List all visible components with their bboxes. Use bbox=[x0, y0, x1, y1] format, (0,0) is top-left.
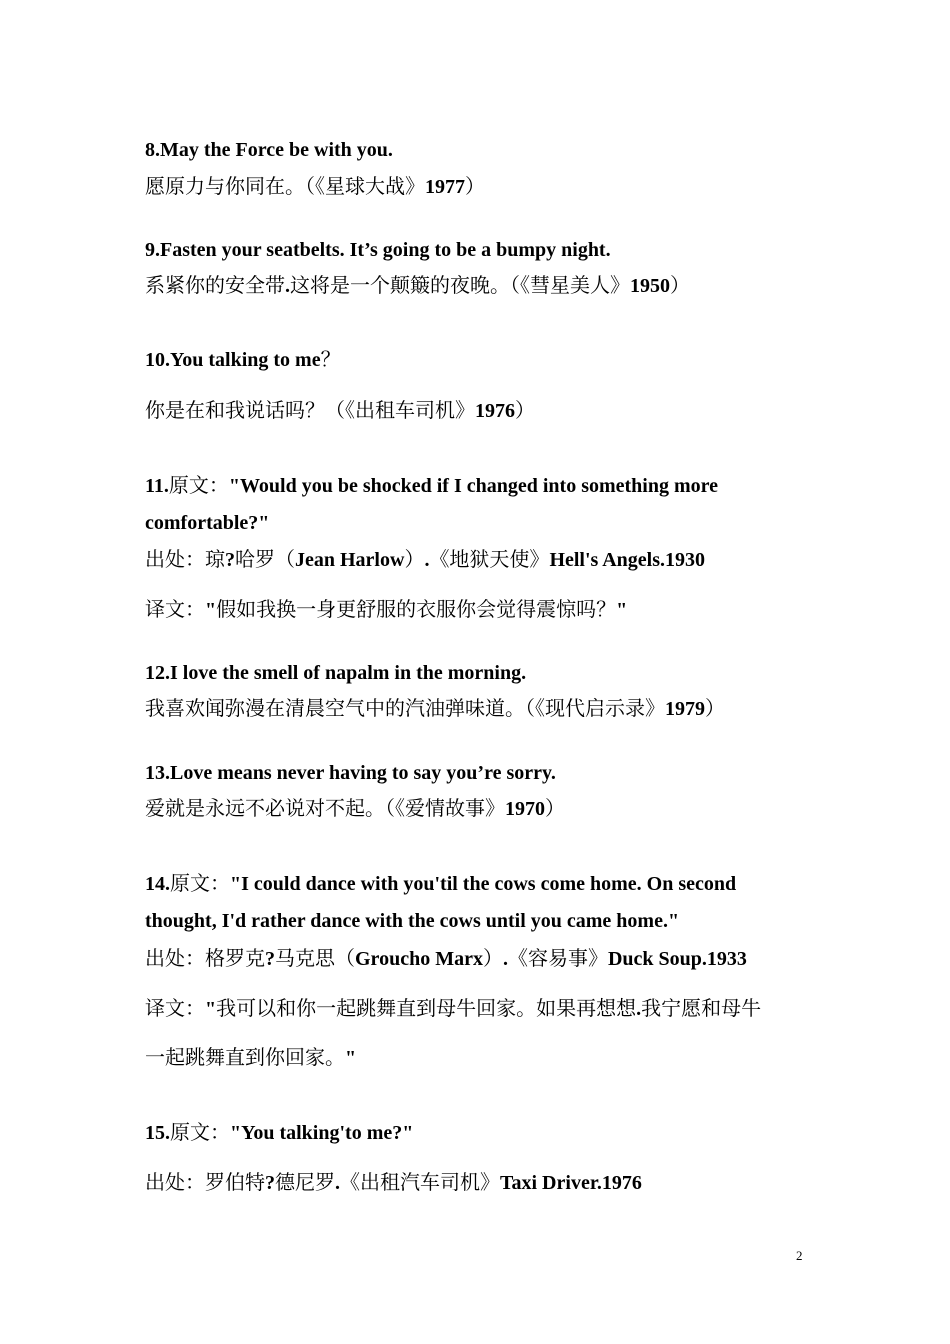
entry-14-translation-line-2 bbox=[145, 1045, 356, 1071]
text-run: . bbox=[502, 948, 508, 970]
text-run: 出处：罗伯特 bbox=[145, 1172, 265, 1194]
text-run: Hell's Angels.1930 bbox=[549, 549, 706, 571]
text-run: 1976 bbox=[475, 400, 515, 422]
entry-8-translation bbox=[145, 174, 485, 200]
entry-11-original-line-2: comfortable?" bbox=[145, 512, 270, 534]
text-run: . bbox=[424, 549, 430, 571]
entry-15-source bbox=[145, 1170, 642, 1196]
entry-14-source bbox=[145, 946, 747, 972]
entry-10-title bbox=[145, 347, 341, 373]
text-run: 1979 bbox=[665, 698, 705, 720]
text-run: 爱就是永远不必说对不起。（《爱情故事》 bbox=[145, 798, 505, 820]
text-run: 哈罗（ bbox=[235, 549, 295, 571]
text-run: 1977 bbox=[425, 176, 465, 198]
text-run: 马克思（ bbox=[275, 948, 355, 970]
text-run: ？ bbox=[320, 349, 341, 371]
entry-14-translation-line-1 bbox=[145, 996, 761, 1022]
text-run: 我宁愿和母牛 bbox=[641, 998, 762, 1020]
entry-9-translation bbox=[145, 273, 690, 299]
text-run: 系紧你的安全带 bbox=[145, 275, 285, 297]
text-run: "You talking'to me?" bbox=[230, 1122, 414, 1144]
text-run: ） bbox=[482, 948, 503, 970]
text-run: ） bbox=[670, 275, 690, 297]
text-run: . bbox=[335, 1172, 340, 1194]
entry-11-source bbox=[145, 547, 705, 573]
text-run: ） bbox=[515, 400, 535, 422]
entry-13-title: 13.Love means never having to say you’re sorry. bbox=[145, 762, 556, 784]
text-run: ? bbox=[265, 1172, 275, 1194]
text-run: "Would you be shocked if I changed into something more bbox=[228, 475, 719, 497]
text-run: Taxi Driver.1976 bbox=[500, 1172, 642, 1194]
text-run: . bbox=[636, 998, 642, 1020]
text-run: "I could dance with you'til the cows come home. On second bbox=[230, 873, 737, 895]
text-run: 15. bbox=[145, 1122, 170, 1144]
text-run: 译文： bbox=[145, 599, 205, 621]
entry-8-title: 8.May the Force be with you. bbox=[145, 139, 393, 161]
text-run: Jean Harlow bbox=[295, 549, 405, 571]
entry-9-title: 9.Fasten your seatbelts. It’s going to be a bumpy night. bbox=[145, 239, 611, 261]
text-run: ? bbox=[225, 549, 235, 571]
entry-10-translation bbox=[145, 398, 535, 424]
text-run: ） bbox=[404, 549, 425, 571]
text-run: . bbox=[285, 275, 290, 297]
text-run: 出处：格罗克 bbox=[145, 948, 265, 970]
text-run: " bbox=[205, 998, 217, 1020]
text-run: " bbox=[345, 1047, 357, 1069]
text-run: 我可以和你一起跳舞直到母牛回家。如果再想想 bbox=[216, 998, 637, 1020]
text-run: 原文： bbox=[170, 873, 230, 895]
text-run: 德尼罗 bbox=[275, 1172, 335, 1194]
text-run: 一起跳舞直到你回家。 bbox=[145, 1047, 345, 1069]
text-run: " bbox=[205, 599, 217, 621]
entry-15-original bbox=[145, 1120, 413, 1146]
text-run: Groucho Marx bbox=[355, 948, 483, 970]
text-run: 出处：琼 bbox=[145, 549, 225, 571]
text-run: 《地狱天使》 bbox=[429, 549, 550, 571]
text-run: 1970 bbox=[505, 798, 545, 820]
text-run: 1950 bbox=[630, 275, 670, 297]
entry-14-original-line-2: thought, I'd rather dance with the cows until you came home." bbox=[145, 910, 680, 932]
text-run: Duck Soup.1933 bbox=[607, 948, 747, 970]
text-run: 11. bbox=[145, 475, 169, 497]
text-run: 原文： bbox=[170, 1122, 230, 1144]
text-run: 你是在和我说话吗？（《出租车司机》 bbox=[145, 400, 475, 422]
text-run: 我喜欢闻弥漫在清晨空气中的汽油弹味道。（《现代启示录》 bbox=[145, 698, 665, 720]
entry-11-original-line-1 bbox=[145, 473, 718, 499]
entry-14-original-line-1 bbox=[145, 871, 736, 897]
text-run: ） bbox=[705, 698, 725, 720]
text-run: 假如我换一身更舒服的衣服你会觉得震惊吗？ bbox=[216, 599, 617, 621]
text-run: " bbox=[616, 599, 628, 621]
text-run: ? bbox=[265, 948, 275, 970]
text-run: ） bbox=[465, 176, 485, 198]
text-run: 这将是一个颠簸的夜晚。（《彗星美人》 bbox=[290, 275, 630, 297]
page-number: 2 bbox=[796, 1248, 803, 1263]
text-run: ） bbox=[545, 798, 565, 820]
entry-13-translation bbox=[145, 796, 565, 822]
text-run: 《容易事》 bbox=[507, 948, 608, 970]
entry-11-translation bbox=[145, 597, 627, 623]
text-run: 《出租汽车司机》 bbox=[340, 1172, 500, 1194]
text-run: 原文： bbox=[168, 475, 229, 497]
text-run: 14. bbox=[145, 873, 170, 895]
text-run: 愿原力与你同在。（《星球大战》 bbox=[145, 176, 425, 198]
entry-12-translation bbox=[145, 696, 725, 722]
text-run: 译文： bbox=[145, 998, 205, 1020]
text-run: 10.You talking to me bbox=[145, 349, 321, 371]
entry-12-title: 12.I love the smell of napalm in the morning. bbox=[145, 662, 527, 684]
